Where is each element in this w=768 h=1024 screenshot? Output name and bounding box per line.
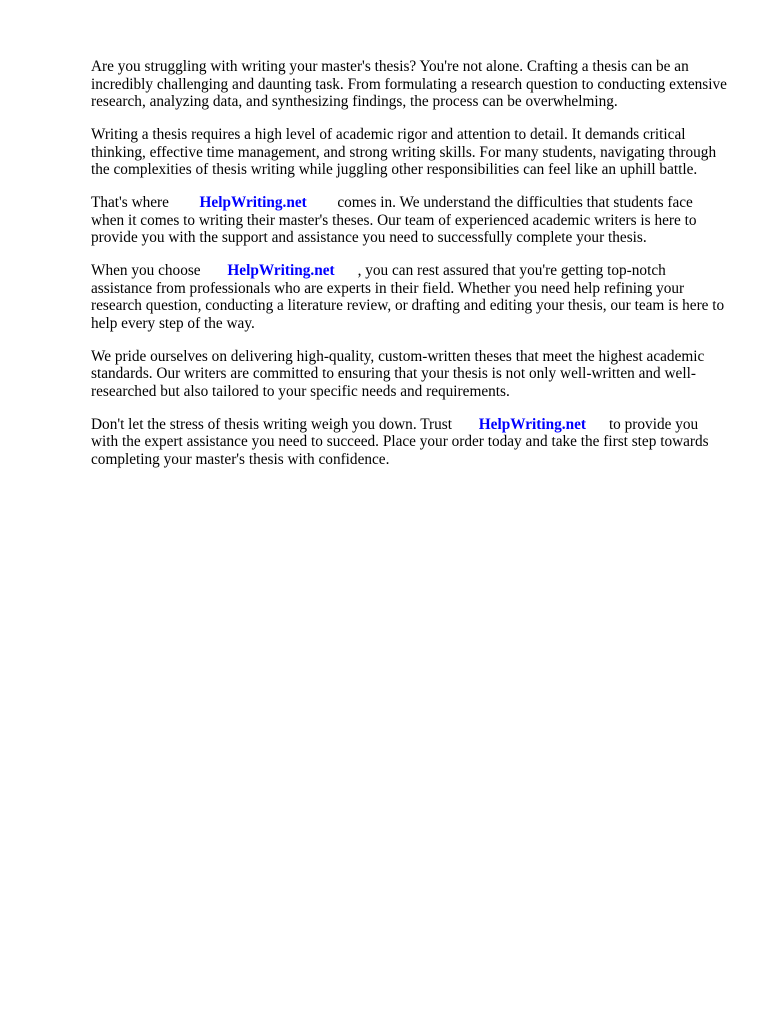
helpwriting-link[interactable]: HelpWriting.net xyxy=(199,194,307,211)
paragraph-text: When you choose xyxy=(91,262,201,279)
helpwriting-link[interactable]: HelpWriting.net xyxy=(227,262,335,279)
paragraph-text: , you can rest assured that you're getting top-notch assistance from professionals who are experts in their field. Whether you need help refining your research question, conducting a literature review, or drafting and editing your thesis, our team is here to help every step of the way. xyxy=(91,262,725,332)
paragraph-text: Don't let the stress of thesis writing weigh you down. Trust xyxy=(91,415,452,433)
choose-paragraph xyxy=(91,262,727,332)
service-intro-paragraph xyxy=(91,194,727,247)
requirements-paragraph: Writing a thesis requires a high level of academic rigor and attention to detail. It demands critical thinking, effective time management, and strong writing skills. For many students, navigating through the complexities of thesis writing while juggling other responsibilities can feel like an uphill battle. xyxy=(91,126,717,178)
paragraph-text: That's where xyxy=(91,194,169,211)
document-page xyxy=(91,58,727,484)
paragraph-text: comes in. We understand the difficulties that students face when it comes to writing their master's theses. Our team of experienced academic writers is here to provide you with the support and assistance you need to successfully complete your thesis. xyxy=(91,194,697,246)
closing-paragraph xyxy=(91,416,727,469)
intro-paragraph: Are you struggling with writing your master's thesis? You're not alone. Crafting a thesis can be an incredibly challenging and daunting task. From formulating a research question to conducting extensive research, analyzing data, and synthesizing findings, the process can be overwhelming. xyxy=(91,58,727,110)
helpwriting-link[interactable]: HelpWriting.net xyxy=(478,415,586,433)
paragraph-text: to provide you with the expert assistance you need to succeed. Place your order today and take the first step towards completing your master's thesis with confidence. xyxy=(91,415,709,468)
quality-paragraph: We pride ourselves on delivering high-quality, custom-written theses that meet the highest academic standards. Our writers are committed to ensuring that your thesis is not only well-written and well-researched but also tailored to your specific needs and requirements. xyxy=(91,347,705,400)
